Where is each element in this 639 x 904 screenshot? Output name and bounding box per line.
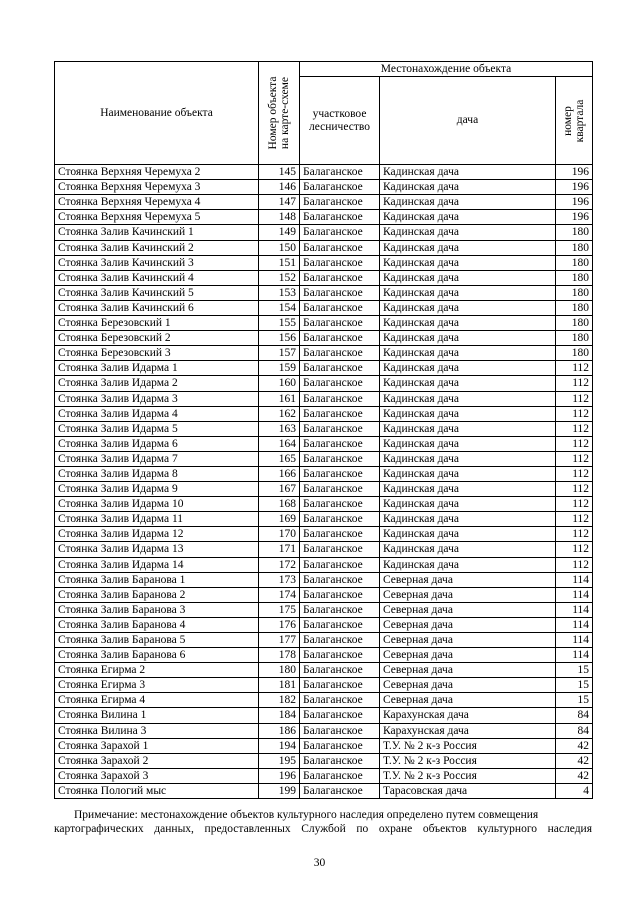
- map-number-cell: 146: [259, 180, 300, 195]
- dacha-cell: Карахунская дача: [380, 708, 556, 723]
- map-number-cell: 159: [259, 361, 300, 376]
- table-row: [55, 255, 593, 270]
- forestry-cell: Балаганское: [300, 708, 380, 723]
- forestry-cell: Балаганское: [300, 361, 380, 376]
- forestry-cell: Балаганское: [300, 255, 380, 270]
- map-number-cell: 153: [259, 285, 300, 300]
- forestry-cell: Балаганское: [300, 210, 380, 225]
- forestry-cell: Балаганское: [300, 663, 380, 678]
- dacha-cell: Кадинская дача: [380, 512, 556, 527]
- dacha-cell: Северная дача: [380, 617, 556, 632]
- forestry-cell: Балаганское: [300, 225, 380, 240]
- heritage-objects-table: [54, 61, 593, 799]
- dacha-cell: Кадинская дача: [380, 316, 556, 331]
- forestry-cell: Балаганское: [300, 557, 380, 572]
- object-name-cell: Стоянка Залив Качинский 6: [55, 300, 259, 315]
- object-name-cell: Стоянка Пологий мыс: [55, 783, 259, 798]
- dacha-cell: Кадинская дача: [380, 451, 556, 466]
- quarter-cell: 42: [556, 738, 593, 753]
- forestry-cell: Балаганское: [300, 587, 380, 602]
- map-number-cell: 156: [259, 331, 300, 346]
- quarter-cell: 112: [556, 376, 593, 391]
- forestry-cell: Балаганское: [300, 421, 380, 436]
- page-number: 30: [313, 857, 326, 869]
- map-number-cell: 161: [259, 391, 300, 406]
- map-number-cell: 178: [259, 648, 300, 663]
- table-row: [55, 617, 593, 632]
- quarter-cell: 114: [556, 617, 593, 632]
- forestry-cell: Балаганское: [300, 512, 380, 527]
- object-name-cell: Стоянка Егирма 4: [55, 693, 259, 708]
- table-row: [55, 331, 593, 346]
- dacha-cell: Т.У. № 2 к-з Россия: [380, 738, 556, 753]
- table-row: [55, 270, 593, 285]
- quarter-cell: 114: [556, 633, 593, 648]
- object-name-cell: Стоянка Березовский 3: [55, 346, 259, 361]
- object-name-cell: Стоянка Зарахой 3: [55, 768, 259, 783]
- quarter-cell: 42: [556, 753, 593, 768]
- map-number-cell: 181: [259, 678, 300, 693]
- object-name-cell: Стоянка Залив Баранова 6: [55, 648, 259, 663]
- map-number-cell: 163: [259, 421, 300, 436]
- table-row: [55, 195, 593, 210]
- map-number-cell: 147: [259, 195, 300, 210]
- object-name-cell: Стоянка Залив Идарма 9: [55, 482, 259, 497]
- quarter-cell: 15: [556, 678, 593, 693]
- dacha-cell: Кадинская дача: [380, 527, 556, 542]
- dacha-cell: Кадинская дача: [380, 165, 556, 180]
- dacha-cell: Северная дача: [380, 633, 556, 648]
- quarter-cell: 114: [556, 572, 593, 587]
- map-number-cell: 167: [259, 482, 300, 497]
- table-row: [55, 225, 593, 240]
- map-number-cell: 180: [259, 663, 300, 678]
- forestry-cell: Балаганское: [300, 633, 380, 648]
- forestry-cell: Балаганское: [300, 678, 380, 693]
- object-name-cell: Стоянка Залив Идарма 1: [55, 361, 259, 376]
- table-row: [55, 648, 593, 663]
- quarter-cell: 15: [556, 663, 593, 678]
- quarter-cell: 112: [556, 482, 593, 497]
- dacha-cell: Кадинская дача: [380, 331, 556, 346]
- quarter-cell: 112: [556, 527, 593, 542]
- table-row: [55, 602, 593, 617]
- object-name-cell: Стоянка Зарахой 1: [55, 738, 259, 753]
- table-row: [55, 436, 593, 451]
- object-name-cell: Стоянка Березовский 2: [55, 331, 259, 346]
- table-row: [55, 316, 593, 331]
- header-map-number: [259, 62, 300, 165]
- map-number-cell: 164: [259, 436, 300, 451]
- quarter-cell: 112: [556, 421, 593, 436]
- object-name-cell: Стоянка Зарахой 2: [55, 753, 259, 768]
- object-name-cell: Стоянка Залив Идарма 11: [55, 512, 259, 527]
- table-row: [55, 738, 593, 753]
- quarter-cell: 196: [556, 210, 593, 225]
- table-row: [55, 406, 593, 421]
- object-name-cell: Стоянка Егирма 3: [55, 678, 259, 693]
- object-name-cell: Стоянка Залив Идарма 2: [55, 376, 259, 391]
- object-name-cell: Стоянка Залив Идарма 4: [55, 406, 259, 421]
- table-row: [55, 180, 593, 195]
- quarter-cell: 180: [556, 285, 593, 300]
- object-name-cell: Стоянка Залив Баранова 2: [55, 587, 259, 602]
- object-name-cell: Стоянка Залив Идарма 12: [55, 527, 259, 542]
- table-row: [55, 391, 593, 406]
- dacha-cell: Кадинская дача: [380, 466, 556, 481]
- map-number-cell: 148: [259, 210, 300, 225]
- map-number-cell: 177: [259, 633, 300, 648]
- forestry-cell: Балаганское: [300, 240, 380, 255]
- quarter-cell: 112: [556, 451, 593, 466]
- dacha-cell: Северная дача: [380, 572, 556, 587]
- dacha-cell: Кадинская дача: [380, 542, 556, 557]
- forestry-cell: Балаганское: [300, 693, 380, 708]
- dacha-cell: Кадинская дача: [380, 376, 556, 391]
- object-name-cell: Стоянка Залив Идарма 6: [55, 436, 259, 451]
- map-number-cell: 199: [259, 783, 300, 798]
- forestry-cell: Балаганское: [300, 466, 380, 481]
- quarter-cell: 15: [556, 693, 593, 708]
- dacha-cell: Т.У. № 2 к-з Россия: [380, 768, 556, 783]
- table-row: [55, 663, 593, 678]
- quarter-cell: 112: [556, 406, 593, 421]
- object-name-cell: Стоянка Залив Идарма 13: [55, 542, 259, 557]
- dacha-cell: Кадинская дача: [380, 497, 556, 512]
- forestry-cell: Балаганское: [300, 406, 380, 421]
- quarter-cell: 112: [556, 361, 593, 376]
- object-name-cell: Стоянка Залив Идарма 10: [55, 497, 259, 512]
- dacha-cell: Кадинская дача: [380, 346, 556, 361]
- footnote-line-1: Примечание: местонахождение объектов культурного наследия определено путем совмещения: [74, 809, 539, 821]
- header-map-number-line2: на карте-схеме: [279, 76, 291, 150]
- table-row: [55, 783, 593, 798]
- table-row: [55, 285, 593, 300]
- object-name-cell: Стоянка Залив Идарма 8: [55, 466, 259, 481]
- object-name-cell: Стоянка Залив Качинский 5: [55, 285, 259, 300]
- quarter-cell: 84: [556, 708, 593, 723]
- table-row: [55, 497, 593, 512]
- dacha-cell: Северная дача: [380, 587, 556, 602]
- map-number-cell: 170: [259, 527, 300, 542]
- table-row: [55, 451, 593, 466]
- map-number-cell: 162: [259, 406, 300, 421]
- forestry-cell: Балаганское: [300, 436, 380, 451]
- table-row: [55, 633, 593, 648]
- forestry-cell: Балаганское: [300, 572, 380, 587]
- map-number-cell: 173: [259, 572, 300, 587]
- forestry-cell: Балаганское: [300, 527, 380, 542]
- header-quarter-line2: квартала: [574, 99, 586, 142]
- forestry-cell: Балаганское: [300, 285, 380, 300]
- table-row: [55, 466, 593, 481]
- table-row: [55, 165, 593, 180]
- quarter-cell: 196: [556, 180, 593, 195]
- dacha-cell: Карахунская дача: [380, 723, 556, 738]
- object-name-cell: Стоянка Егирма 2: [55, 663, 259, 678]
- table-row: [55, 421, 593, 436]
- map-number-cell: 195: [259, 753, 300, 768]
- map-number-cell: 194: [259, 738, 300, 753]
- table-row: [55, 210, 593, 225]
- table-row: [55, 542, 593, 557]
- forestry-cell: Балаганское: [300, 497, 380, 512]
- map-number-cell: 172: [259, 557, 300, 572]
- quarter-cell: 196: [556, 165, 593, 180]
- table-row: [55, 587, 593, 602]
- table-row: [55, 376, 593, 391]
- forestry-cell: Балаганское: [300, 451, 380, 466]
- header-dacha: дача: [380, 77, 556, 165]
- table-row: [55, 527, 593, 542]
- table-row: [55, 557, 593, 572]
- map-number-cell: 196: [259, 768, 300, 783]
- map-number-cell: 168: [259, 497, 300, 512]
- map-number-cell: 169: [259, 512, 300, 527]
- quarter-cell: 114: [556, 648, 593, 663]
- map-number-cell: 166: [259, 466, 300, 481]
- forestry-cell: Балаганское: [300, 602, 380, 617]
- dacha-cell: Кадинская дача: [380, 225, 556, 240]
- quarter-cell: 112: [556, 512, 593, 527]
- header-location: Местонахождение объекта: [300, 62, 593, 77]
- dacha-cell: Кадинская дача: [380, 391, 556, 406]
- object-name-cell: Стоянка Залив Идарма 7: [55, 451, 259, 466]
- map-number-cell: 160: [259, 376, 300, 391]
- forestry-cell: Балаганское: [300, 482, 380, 497]
- forestry-cell: Балаганское: [300, 768, 380, 783]
- header-quarter-line1: номер: [562, 105, 574, 136]
- object-name-cell: Стоянка Вилина 3: [55, 723, 259, 738]
- quarter-cell: 112: [556, 436, 593, 451]
- table-row: [55, 512, 593, 527]
- dacha-cell: Северная дача: [380, 663, 556, 678]
- dacha-cell: Кадинская дача: [380, 436, 556, 451]
- object-name-cell: Стоянка Залив Баранова 1: [55, 572, 259, 587]
- quarter-cell: 180: [556, 255, 593, 270]
- quarter-cell: 114: [556, 602, 593, 617]
- map-number-cell: 174: [259, 587, 300, 602]
- table-row: [55, 346, 593, 361]
- forestry-cell: Балаганское: [300, 542, 380, 557]
- forestry-cell: Балаганское: [300, 300, 380, 315]
- forestry-cell: Балаганское: [300, 391, 380, 406]
- dacha-cell: Кадинская дача: [380, 421, 556, 436]
- map-number-cell: 154: [259, 300, 300, 315]
- dacha-cell: Северная дача: [380, 678, 556, 693]
- footnote: [54, 808, 592, 836]
- map-number-cell: 155: [259, 316, 300, 331]
- quarter-cell: 84: [556, 723, 593, 738]
- table-row: [55, 361, 593, 376]
- quarter-cell: 4: [556, 783, 593, 798]
- quarter-cell: 112: [556, 497, 593, 512]
- quarter-cell: 114: [556, 587, 593, 602]
- object-name-cell: Стоянка Залив Качинский 1: [55, 225, 259, 240]
- map-number-cell: 184: [259, 708, 300, 723]
- dacha-cell: Кадинская дача: [380, 255, 556, 270]
- map-number-cell: 150: [259, 240, 300, 255]
- object-name-cell: Стоянка Залив Качинский 4: [55, 270, 259, 285]
- dacha-cell: Кадинская дача: [380, 195, 556, 210]
- dacha-cell: Северная дача: [380, 693, 556, 708]
- forestry-cell: Балаганское: [300, 195, 380, 210]
- object-name-cell: Стоянка Залив Баранова 4: [55, 617, 259, 632]
- object-name-cell: Стоянка Верхняя Черемуха 5: [55, 210, 259, 225]
- dacha-cell: Тарасовская дача: [380, 783, 556, 798]
- quarter-cell: 180: [556, 331, 593, 346]
- object-name-cell: Стоянка Залив Баранова 3: [55, 602, 259, 617]
- quarter-cell: 180: [556, 316, 593, 331]
- dacha-cell: Кадинская дача: [380, 270, 556, 285]
- map-number-cell: 182: [259, 693, 300, 708]
- map-number-cell: 186: [259, 723, 300, 738]
- table-row: [55, 723, 593, 738]
- header-forestry: участковое лесничество: [300, 77, 380, 165]
- dacha-cell: Кадинская дача: [380, 240, 556, 255]
- map-number-cell: 149: [259, 225, 300, 240]
- forestry-cell: Балаганское: [300, 753, 380, 768]
- table-row: [55, 693, 593, 708]
- header-quarter: [556, 77, 593, 165]
- object-name-cell: Стоянка Верхняя Черемуха 2: [55, 165, 259, 180]
- object-name-cell: Стоянка Залив Качинский 2: [55, 240, 259, 255]
- map-number-cell: 175: [259, 602, 300, 617]
- object-name-cell: Стоянка Верхняя Черемуха 3: [55, 180, 259, 195]
- dacha-cell: Северная дача: [380, 602, 556, 617]
- object-name-cell: Стоянка Вилина 1: [55, 708, 259, 723]
- table-row: [55, 572, 593, 587]
- map-number-cell: 157: [259, 346, 300, 361]
- table-row: [55, 678, 593, 693]
- quarter-cell: 112: [556, 557, 593, 572]
- object-name-cell: Стоянка Верхняя Черемуха 4: [55, 195, 259, 210]
- forestry-cell: Балаганское: [300, 617, 380, 632]
- forestry-cell: Балаганское: [300, 723, 380, 738]
- object-name-cell: Стоянка Залив Идарма 3: [55, 391, 259, 406]
- dacha-cell: Северная дача: [380, 648, 556, 663]
- table-row: [55, 768, 593, 783]
- dacha-cell: Т.У. № 2 к-з Россия: [380, 753, 556, 768]
- object-name-cell: Стоянка Березовский 1: [55, 316, 259, 331]
- forestry-cell: Балаганское: [300, 180, 380, 195]
- forestry-cell: Балаганское: [300, 648, 380, 663]
- object-name-cell: Стоянка Залив Качинский 3: [55, 255, 259, 270]
- quarter-cell: 180: [556, 346, 593, 361]
- quarter-cell: 180: [556, 270, 593, 285]
- object-name-cell: Стоянка Залив Идарма 14: [55, 557, 259, 572]
- map-number-cell: 171: [259, 542, 300, 557]
- dacha-cell: Кадинская дача: [380, 361, 556, 376]
- table-row: [55, 708, 593, 723]
- dacha-cell: Кадинская дача: [380, 406, 556, 421]
- footnote-line-2: картографических данных, предоставленных Службой по охране объектов культурного наследия: [54, 823, 592, 835]
- quarter-cell: 180: [556, 300, 593, 315]
- dacha-cell: Кадинская дача: [380, 557, 556, 572]
- map-number-cell: 176: [259, 617, 300, 632]
- forestry-cell: Балаганское: [300, 738, 380, 753]
- dacha-cell: Кадинская дача: [380, 210, 556, 225]
- dacha-cell: Кадинская дача: [380, 300, 556, 315]
- map-number-cell: 165: [259, 451, 300, 466]
- quarter-cell: 112: [556, 391, 593, 406]
- map-number-cell: 151: [259, 255, 300, 270]
- quarter-cell: 42: [556, 768, 593, 783]
- dacha-cell: Кадинская дача: [380, 482, 556, 497]
- dacha-cell: Кадинская дача: [380, 180, 556, 195]
- header-object-name: Наименование объекта: [55, 62, 259, 165]
- forestry-cell: Балаганское: [300, 165, 380, 180]
- quarter-cell: 180: [556, 225, 593, 240]
- quarter-cell: 112: [556, 466, 593, 481]
- table-row: [55, 300, 593, 315]
- forestry-cell: Балаганское: [300, 376, 380, 391]
- map-number-cell: 152: [259, 270, 300, 285]
- quarter-cell: 180: [556, 240, 593, 255]
- object-name-cell: Стоянка Залив Идарма 5: [55, 421, 259, 436]
- forestry-cell: Балаганское: [300, 331, 380, 346]
- object-name-cell: Стоянка Залив Баранова 5: [55, 633, 259, 648]
- table-row: [55, 240, 593, 255]
- forestry-cell: Балаганское: [300, 270, 380, 285]
- header-map-number-line1: Номер объекта: [267, 76, 279, 150]
- quarter-cell: 196: [556, 195, 593, 210]
- table-row: [55, 482, 593, 497]
- forestry-cell: Балаганское: [300, 783, 380, 798]
- table-row: [55, 753, 593, 768]
- forestry-cell: Балаганское: [300, 346, 380, 361]
- map-number-cell: 145: [259, 165, 300, 180]
- table-body: [55, 165, 593, 799]
- quarter-cell: 112: [556, 542, 593, 557]
- forestry-cell: Балаганское: [300, 316, 380, 331]
- dacha-cell: Кадинская дача: [380, 285, 556, 300]
